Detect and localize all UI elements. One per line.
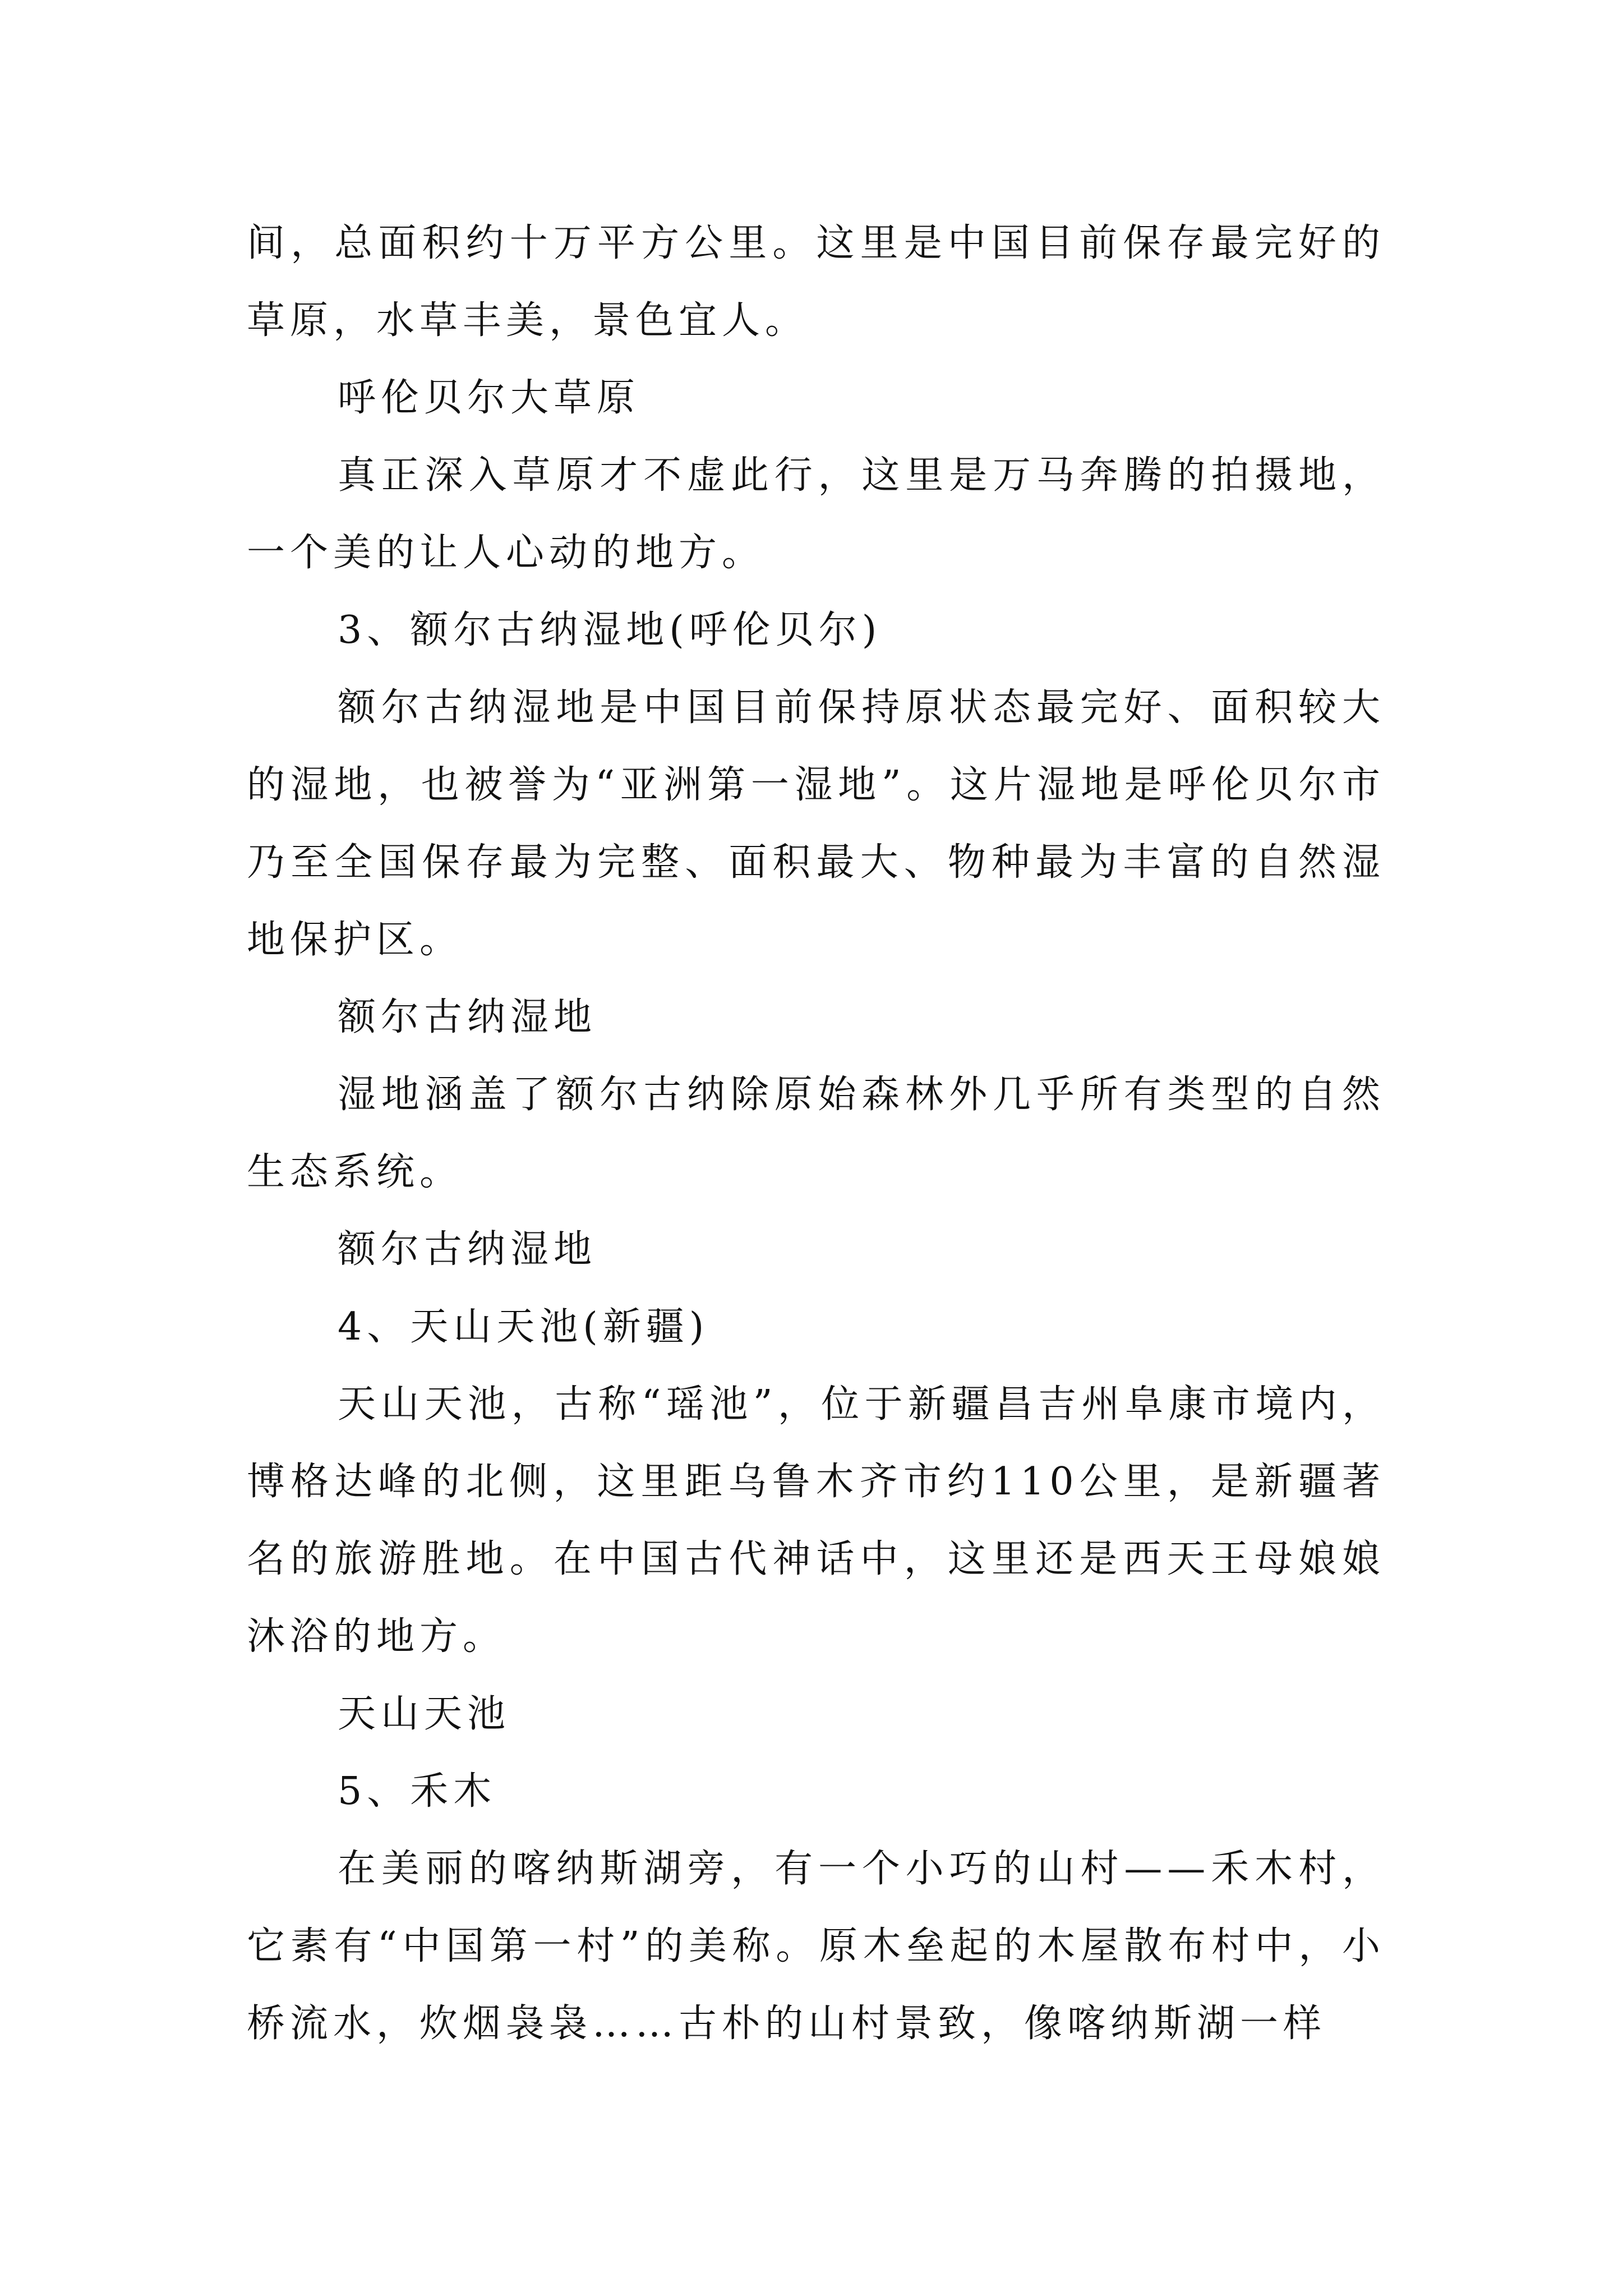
image-caption: 额尔古纳湿地 [338,1227,597,1272]
section-heading: 3、额尔古纳湿地(呼伦贝尔) [338,608,882,652]
document-body [247,205,1385,2063]
section-heading: 5、禾木 [338,1769,497,1814]
paragraph: 真正深入草原才不虚此行，这里是万马奔腾的拍摄地，一个美的让人心动的地方。 [247,453,1385,575]
image-caption: 额尔古纳湿地 [338,995,597,1039]
paragraph: 额尔古纳湿地是中国目前保持原状态最完好、面积较大的湿地，也被誉为“亚洲第一湿地”。这片湿地是呼伦贝尔市乃至全国保存最为完整、面积最大、物种最为丰富的自然湿地保护区。 [247,685,1385,962]
paragraph: 在美丽的喀纳斯湖旁，有一个小巧的山村——禾木村，它素有“中国第一村”的美称。原木垒起的木屋散布村中，小桥流水，炊烟袅袅……古朴的山村景致，像喀纳斯湖一样 [247,1847,1385,2046]
image-caption: 天山天池 [338,1692,511,1736]
paragraph: 天山天池，古称“瑶池”，位于新疆昌吉州阜康市境内，博格达峰的北侧，这里距乌鲁木齐市约110公里，是新疆著名的旅游胜地。在中国古代神话中，这里还是西天王母娘娘沐浴的地方。 [247,1382,1385,1659]
image-caption: 呼伦贝尔大草原 [338,376,640,420]
paragraph-continuation: 间，总面积约十万平方公里。这里是中国目前保存最完好的草原，水草丰美，景色宜人。 [247,221,1385,343]
section-heading: 4、天山天池(新疆) [338,1305,709,1349]
paragraph: 湿地涵盖了额尔古纳除原始森林外几乎所有类型的自然生态系统。 [247,1073,1385,1194]
